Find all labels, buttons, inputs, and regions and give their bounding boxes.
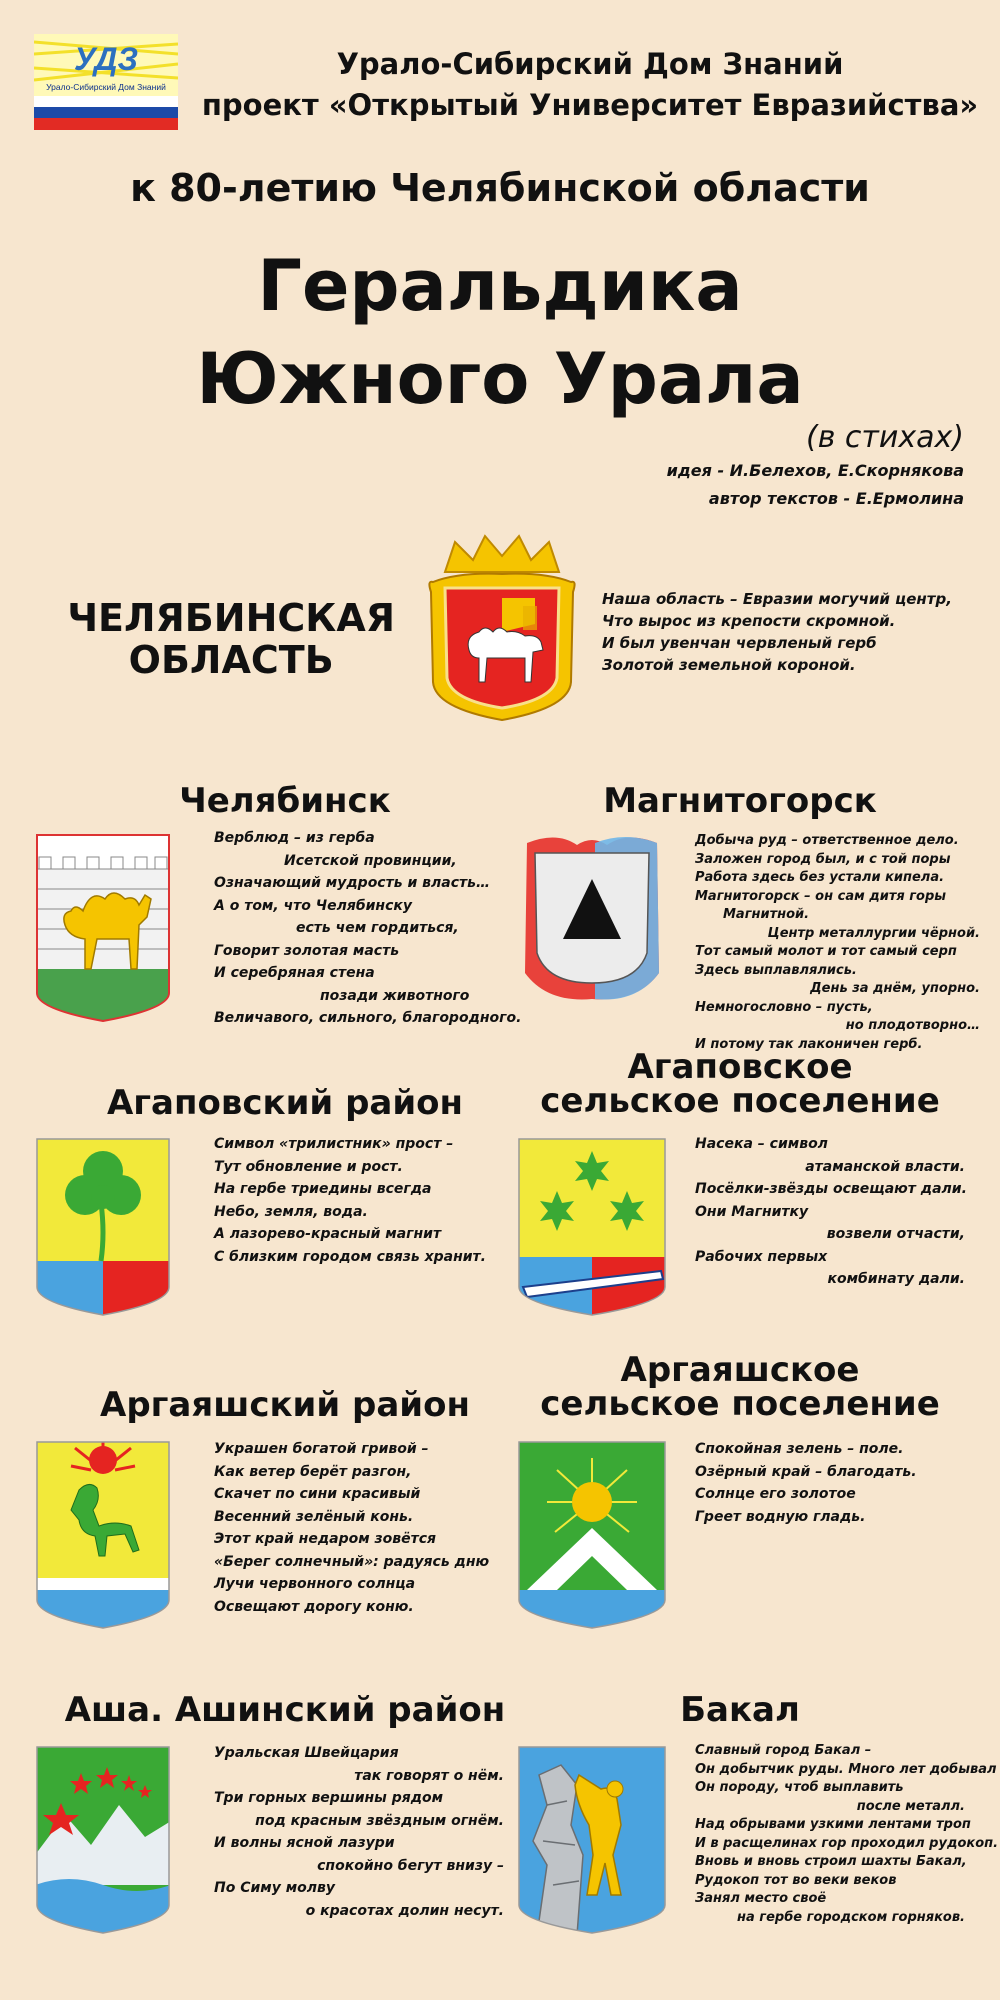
poem-line: Уральская Швейцария [214,1745,399,1761]
poem-line: после металл. [856,1798,965,1814]
udz-logo [34,34,178,130]
poem-line: День за днём, упорно. [810,981,980,996]
agapovskoe-settlement-emblem [517,1137,667,1317]
region-poem-line: Золотой земельной короной. [602,656,856,674]
poem-line: Заложен город был, и с той поры [695,851,951,867]
poem-line: Он добытчик руды. Много лет добывал [695,1761,997,1777]
logo-subtitle: Урало-Сибирский Дом Знаний [46,82,166,92]
poem-bakal [695,1742,999,1927]
poem-line: Украшен богатой гривой – [214,1441,429,1457]
poem-argayashskoe-settlement [695,1438,965,1528]
poem-agapovsky-district [214,1133,504,1268]
poem-line: Над обрывами узкими лентами троп [695,1817,971,1832]
poem-line: Магнитной. [723,907,810,922]
poem-line: возвели отчасти, [826,1226,965,1242]
poem-line: Спокойная зелень – поле. [695,1441,904,1457]
poem-line: Означающий мудрость и власть… [214,875,490,891]
poem-line: А лазорево-красный магнит [214,1226,442,1242]
page-title [0,240,1000,426]
poem-line: спокойно бегут внизу – [317,1857,504,1874]
poem-line: Тут обновление и рост. [214,1158,403,1175]
poem-magnitogorsk [695,832,980,1054]
section-title-bakal: Бакал [680,1690,800,1730]
section-title-magnitogorsk: Магнитогорск [603,781,877,821]
poem-line: Рабочих первых [695,1248,828,1265]
poem-line: Символ «трилистник» прост – [214,1136,454,1152]
chelyabinsk-oblast-emblem [425,532,579,722]
organization-header [200,44,980,126]
poem-line: Добыча руд – ответственное дело. [695,833,959,848]
section-title-agapovsky-district: Агаповский район [106,1083,464,1123]
section-title-argayashskoe-settlement [520,1350,960,1424]
section-title-chelyabinsk: Челябинск [179,781,391,821]
poem-line: По Симу молву [214,1880,336,1896]
bakal-emblem [517,1745,667,1935]
section-title-asha-district: Аша. Ашинский район [64,1690,506,1730]
poem-line: Весенний зелёный конь. [214,1508,414,1525]
poem-argayash-district [214,1438,504,1618]
poem-line: Они Магнитку [695,1203,809,1220]
poem-line: Верблюд – из герба [214,830,375,846]
chelyabinsk-emblem [35,833,171,1023]
argayash-district-emblem [35,1440,171,1630]
poem-line: На гербе триедины всегда [214,1181,432,1197]
poem-line: Небо, земля, вода. [214,1203,368,1220]
poem-line: Работа здесь без устали кипела. [695,870,945,885]
region-name [67,597,395,681]
poem-line: Центр металлургии чёрной. [767,925,980,941]
logo-text: УДЗ [73,41,139,77]
poem-chelyabinsk [214,827,522,1030]
poem-line: Тот самый молот и тот самый серп [695,944,957,959]
title-line-1: Геральдика [257,245,743,327]
section-title-argayash-district: Аргаяшский район [100,1385,470,1425]
poem-line: Рудокоп тот во веки веков [695,1872,897,1888]
poem-line: но плодотворно… [845,1018,980,1033]
poem-line: Исетской провинции, [284,852,457,869]
title-line: Агаповское [627,1047,853,1087]
poem-line: Величавого, сильного, благородного. [214,1010,522,1026]
region-name-line-1: ЧЕЛЯБИНСКАЯ [67,596,395,640]
poem-line: «Берег солнечный»: радуясь дню [214,1553,490,1570]
region-poem-line: И был увенчан червленый герб [602,634,877,652]
title-line: сельское поселение [540,1384,940,1424]
region-poem-line: Что вырос из крепости скромной. [602,612,896,630]
poem-line: Солнце его золотое [695,1486,856,1502]
poem-line: Три горных вершины рядом [214,1790,444,1806]
title-line: Аргаяшское [620,1350,860,1390]
poem-line: Вновь и вновь строил шахты Бакал, [695,1854,967,1869]
poem-line: Как ветер берёт разгон, [214,1463,412,1480]
poem-line: Лучи червонного солнца [214,1576,416,1592]
title-line: сельское поселение [540,1081,940,1121]
poem-line: Освещают дорогу коню. [214,1598,414,1615]
title-line-2: Южного Урала [196,338,804,420]
poem-line: Славный город Бакал – [695,1743,872,1758]
organization-name: Урало-Сибирский Дом Знаний [336,47,844,81]
poem-line: Озёрный край – благодать. [695,1463,917,1480]
poem-line: И в расщелинах гор проходил рудокоп. [695,1835,999,1851]
poem-line: Скачет по сини красивый [214,1486,421,1502]
poem-line: И серебряная стена [214,965,375,981]
agapovsky-district-emblem [35,1137,171,1317]
poem-line: на гербе городском горняков. [737,1909,965,1925]
magnitogorsk-emblem [517,833,667,1003]
argayashskoe-settlement-emblem [517,1440,667,1630]
poem-line: С близким городом связь хранит. [214,1248,486,1265]
poem-line: Немногословно – пусть, [695,999,873,1015]
poem-line: позади животного [320,987,470,1004]
author-credit: автор текстов - Е.Ермолина [708,489,964,508]
poem-line: под красным звёздным огнём. [255,1812,504,1829]
poem-line: Этот край недаром зовётся [214,1531,437,1547]
poem-asha-district [214,1742,504,1922]
poem-line: Магнитогорск – он сам дитя горы [695,888,947,904]
poem-line: есть чем гордиться, [296,920,459,936]
anniversary-heading: к 80-летию Челябинской области [130,166,870,210]
poem-line: Посёлки-звёзды освещают дали. [695,1181,967,1197]
region-poem [602,588,982,676]
region-name-line-2: ОБЛАСТЬ [128,638,334,682]
poem-line: Греет водную гладь. [695,1508,866,1525]
poem-line: Здесь выплавлялись. [695,962,857,978]
poem-note: (в стихах) [806,420,964,455]
poem-line: Он породу, чтоб выплавить [695,1780,904,1795]
section-title-agapovskoe-settlement [520,1047,960,1121]
poem-line: так говорят о нём. [354,1767,504,1784]
poem-line: комбинату дали. [827,1271,965,1287]
asha-district-emblem [35,1745,171,1935]
poem-line: А о том, что Челябинску [214,897,413,914]
idea-credit: идея - И.Белехов, Е.Скорнякова [666,461,964,480]
project-name: проект «Открытый Университет Евразийства» [201,88,979,122]
poem-line: атаманской власти. [805,1158,965,1175]
poem-line: И волны ясной лазури [214,1835,395,1851]
poem-line: И потому так лаконичен герб. [695,1036,923,1052]
poem-line: о красотах долин несут. [305,1902,504,1919]
poem-line: Говорит золотая масть [214,942,400,959]
region-poem-line: Наша область – Евразии могучий центр, [602,590,952,608]
poem-line: Насека – символ [695,1136,828,1152]
poem-line: Занял место своё [695,1891,827,1906]
poem-agapovskoe-settlement [695,1133,965,1291]
